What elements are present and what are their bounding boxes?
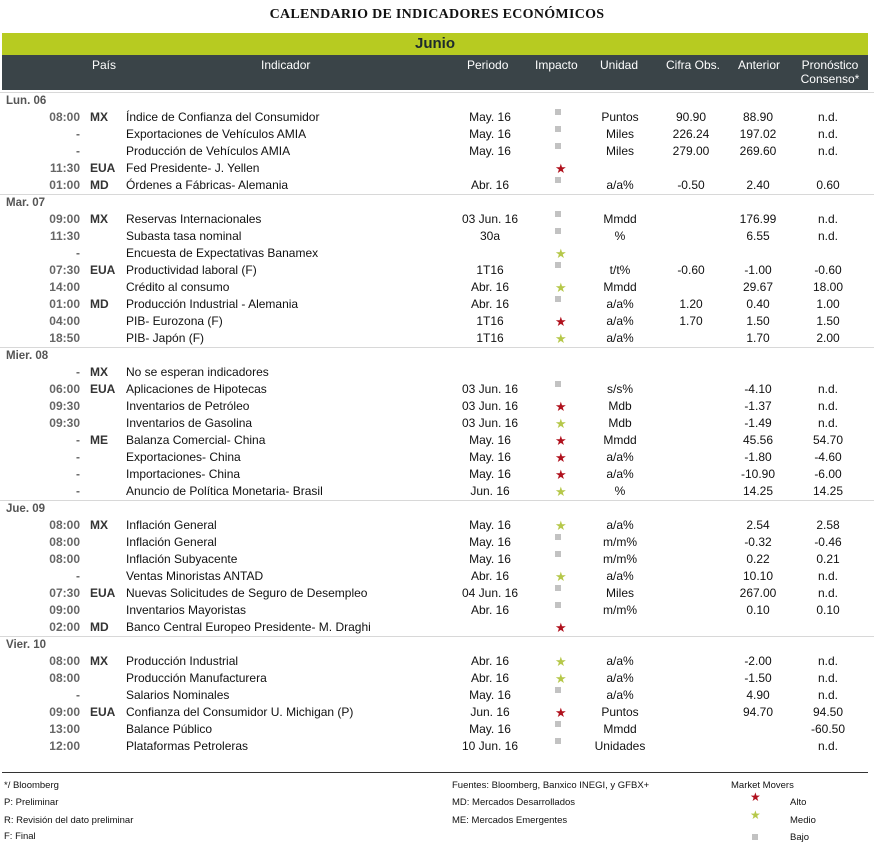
row-observed: 1.20 [679, 297, 703, 311]
row-period: 03 Jun. 16 [461, 212, 519, 226]
row-time: 08:00 [49, 518, 80, 532]
row-time: - [76, 450, 80, 464]
row-unit: a/a% [606, 297, 634, 311]
row-country: EUA [90, 161, 116, 175]
row-time: 09:30 [49, 416, 80, 430]
table-row [0, 109, 874, 126]
row-period: Abr. 16 [470, 671, 510, 685]
day-label: Mier. 08 [6, 350, 49, 362]
square-low-icon [752, 829, 758, 843]
row-observed: -0.50 [677, 178, 705, 192]
row-unit: Puntos [601, 705, 639, 719]
me-legend: ME: Mercados Emergentes [452, 815, 568, 826]
day-header-row [0, 636, 874, 654]
row-previous: 2.54 [746, 518, 770, 532]
day-label: Jue. 09 [6, 503, 45, 515]
star-high-icon: ★ [750, 790, 761, 804]
row-indicator: Producción Industrial - Alemania [126, 297, 299, 311]
table-row [0, 296, 874, 313]
row-time: 07:30 [49, 586, 80, 600]
row-previous: -1.00 [744, 263, 772, 277]
header-cifra: Cifra Obs. [666, 58, 721, 72]
row-forecast: 18.00 [812, 280, 844, 294]
row-indicator: Exportaciones- China [126, 450, 241, 464]
row-country: MX [90, 654, 108, 668]
row-time: 09:30 [49, 399, 80, 413]
row-country: EUA [90, 705, 116, 719]
row-previous: 4.90 [746, 688, 770, 702]
row-previous: -1.37 [744, 399, 772, 413]
row-indicator: Crédito al consumo [126, 280, 230, 294]
row-previous: 94.70 [742, 705, 774, 719]
row-time: - [76, 144, 80, 158]
month-banner: Junio [2, 33, 868, 55]
header-impacto: Impacto [535, 58, 578, 72]
row-forecast: -4.60 [814, 450, 842, 464]
row-forecast: n.d. [817, 416, 838, 430]
row-period: May. 16 [469, 144, 511, 158]
row-period: Abr. 16 [470, 569, 510, 583]
row-unit: Mdb [608, 416, 632, 430]
row-time: - [76, 688, 80, 702]
legend-medio: Medio [790, 815, 816, 826]
row-indicator: Banco Central Europeo Presidente- M. Draghi [126, 620, 371, 634]
day-header-row [0, 92, 874, 110]
row-period: 03 Jun. 16 [461, 382, 519, 396]
header-indicador: Indicador [261, 58, 311, 72]
table-row: 14:00 Crédito al consumo Abr. 16 Mmdd 29.67 18.00 ★ [0, 279, 874, 296]
row-indicator: Encuesta de Expectativas Banamex [126, 246, 319, 260]
table-row [0, 551, 874, 568]
row-period: 30a [479, 229, 501, 243]
row-country: ME [90, 433, 108, 447]
row-indicator: Exportaciones de Vehículos AMIA [126, 127, 307, 141]
sources-text: Fuentes: Bloomberg, Banxico INEGI, y GFBX+ [452, 780, 650, 791]
table-row [0, 602, 874, 619]
row-period: Jun. 16 [470, 705, 510, 719]
row-forecast: 94.50 [812, 705, 844, 719]
row-period: Abr. 16 [470, 280, 510, 294]
note-preliminar: P: Preliminar [4, 797, 59, 808]
row-forecast: 0.10 [816, 603, 840, 617]
row-country: MD [90, 297, 109, 311]
row-unit: Miles [605, 586, 634, 600]
row-previous: 1.70 [746, 331, 770, 345]
row-country: EUA [90, 586, 116, 600]
row-previous: 45.56 [742, 433, 774, 447]
row-time: 08:00 [49, 535, 80, 549]
row-country: EUA [90, 263, 116, 277]
row-forecast: n.d. [817, 569, 838, 583]
row-previous: 10.10 [742, 569, 774, 583]
star-medium-icon: ★ [750, 808, 761, 822]
row-indicator: Reservas Internacionales [126, 212, 262, 226]
table-row [0, 177, 874, 194]
row-period: 03 Jun. 16 [461, 399, 519, 413]
row-indicator: Ventas Minoristas ANTAD [126, 569, 264, 583]
row-indicator: Producción Industrial [126, 654, 239, 668]
table-row: 09:30 Inventarios de Gasolina 03 Jun. 16 Mdb -1.49 n.d. ★ [0, 415, 874, 432]
table-row: 08:00 Producción Manufacturera Abr. 16 a/a% -1.50 n.d. ★ [0, 670, 874, 687]
header-anterior: Anterior [738, 58, 781, 72]
row-previous: 2.40 [746, 178, 770, 192]
row-period: 04 Jun. 16 [461, 586, 519, 600]
row-time: 12:00 [49, 739, 80, 753]
row-forecast: n.d. [817, 739, 838, 753]
note-final: F: Final [4, 831, 36, 842]
row-previous: 0.40 [746, 297, 770, 311]
table-row [0, 228, 874, 245]
row-previous: 176.99 [739, 212, 777, 226]
row-time: 07:30 [49, 263, 80, 277]
day-header-row [0, 347, 874, 365]
row-previous: -1.50 [744, 671, 772, 685]
table-row: - Encuesta de Expectativas Banamex ★ [76, 246, 567, 261]
row-observed: -0.60 [677, 263, 705, 277]
row-period: Abr. 16 [470, 178, 510, 192]
row-country: MD [90, 178, 109, 192]
row-forecast: n.d. [817, 229, 838, 243]
row-previous: 6.55 [746, 229, 770, 243]
row-period: 1T16 [476, 331, 504, 345]
row-time: - [76, 569, 80, 583]
row-country: MX [90, 365, 108, 379]
row-forecast: n.d. [817, 144, 838, 158]
row-period: May. 16 [469, 110, 511, 124]
row-country: MD [90, 620, 109, 634]
row-indicator: Productividad laboral (F) [126, 263, 257, 277]
row-indicator: No se esperan indicadores [126, 365, 269, 379]
row-unit: Mmdd [603, 722, 637, 736]
row-time: 01:00 [49, 178, 80, 192]
row-previous: 267.00 [739, 586, 777, 600]
row-unit: % [614, 229, 626, 243]
row-period: May. 16 [469, 518, 511, 532]
row-previous: 0.10 [746, 603, 770, 617]
row-unit: Miles [605, 127, 634, 141]
header-pronostico-line2: Consenso* [800, 72, 860, 86]
row-period: Jun. 16 [470, 484, 510, 498]
row-unit: a/a% [606, 688, 634, 702]
row-indicator: Índice de Confianza del Consumidor [126, 110, 320, 124]
row-forecast: n.d. [817, 586, 838, 600]
row-time: - [76, 467, 80, 481]
row-previous: 197.02 [739, 127, 777, 141]
table-row: - ME Balanza Comercial- China May. 16 Mmdd 45.56 54.70 ★ [0, 432, 874, 449]
row-unit: Unidades [594, 739, 646, 753]
row-forecast: 14.25 [812, 484, 844, 498]
table-row: 11:30 EUA Fed Presidente- J. Yellen ★ [49, 161, 567, 176]
market-movers-title: Market Movers [731, 780, 794, 791]
row-forecast: 2.00 [816, 331, 840, 345]
table-row: - Exportaciones- China May. 16 a/a% -1.80 -4.60 ★ [0, 449, 874, 466]
row-observed: 279.00 [672, 144, 710, 158]
table-row [0, 126, 874, 143]
row-time: 08:00 [49, 552, 80, 566]
row-indicator: Inventarios Mayoristas [126, 603, 247, 617]
row-unit: a/a% [606, 467, 634, 481]
header-pronostico [797, 58, 863, 86]
row-observed: 90.90 [675, 110, 707, 124]
md-legend: MD: Mercados Desarrollados [452, 797, 576, 808]
table-row [0, 687, 874, 704]
row-previous: 29.67 [742, 280, 774, 294]
row-unit: Mmdd [603, 433, 637, 447]
row-indicator: Salarios Nominales [126, 688, 230, 702]
row-forecast: -0.60 [814, 263, 842, 277]
table-row [0, 381, 874, 398]
row-indicator: Anuncio de Política Monetaria- Brasil [126, 484, 323, 498]
row-period: May. 16 [469, 722, 511, 736]
row-period: 10 Jun. 16 [461, 739, 519, 753]
table-row: - Anuncio de Política Monetaria- Brasil Jun. 16 % 14.25 14.25 ★ [0, 483, 874, 500]
row-previous: 88.90 [742, 110, 774, 124]
header-pronostico-line1: Pronóstico [801, 58, 859, 72]
table-row: - Ventas Minoristas ANTAD Abr. 16 a/a% 10.10 n.d. ★ [0, 568, 874, 585]
row-indicator: Confianza del Consumidor U. Michigan (P) [126, 705, 354, 719]
row-indicator: Inventarios de Petróleo [126, 399, 250, 413]
header-unidad: Unidad [600, 58, 639, 72]
header-pais: País [92, 58, 117, 72]
row-forecast: n.d. [817, 688, 838, 702]
table-row [0, 262, 874, 279]
row-period: 1T16 [476, 263, 504, 277]
table-row: 04:00 PIB- Eurozona (F) 1T16 a/a% 1.70 1.50 1.50 ★ [0, 313, 874, 330]
day-label: Lun. 06 [6, 95, 47, 107]
row-indicator: Inflación Subyacente [126, 552, 238, 566]
row-period: May. 16 [469, 535, 511, 549]
row-unit: Mdb [608, 399, 632, 413]
day-header-row [0, 194, 874, 212]
row-unit: m/m% [603, 552, 637, 566]
row-forecast: n.d. [817, 110, 838, 124]
row-period: May. 16 [469, 688, 511, 702]
row-time: 01:00 [49, 297, 80, 311]
row-previous: -10.90 [740, 467, 776, 481]
day-label: Vier. 10 [6, 639, 47, 651]
row-previous: -1.80 [744, 450, 772, 464]
row-previous: -0.32 [744, 535, 772, 549]
row-time: - [76, 433, 80, 447]
row-indicator: PIB- Japón (F) [126, 331, 205, 345]
row-indicator: Aplicaciones de Hipotecas [126, 382, 267, 396]
row-unit: a/a% [606, 450, 634, 464]
row-indicator: Órdenes a Fábricas- Alemania [126, 178, 289, 192]
row-indicator: Nuevas Solicitudes de Seguro de Desempleo [126, 586, 368, 600]
table-row: 08:00 MX Inflación General May. 16 a/a% 2.54 2.58 ★ [0, 517, 874, 534]
row-time: 13:00 [49, 722, 80, 736]
row-unit: m/m% [603, 535, 637, 549]
table-row [0, 721, 874, 738]
row-period: May. 16 [469, 433, 511, 447]
row-time: - [76, 127, 80, 141]
row-forecast: n.d. [817, 671, 838, 685]
row-indicator: Inventarios de Gasolina [126, 416, 253, 430]
row-forecast: 2.58 [816, 518, 840, 532]
row-time: - [76, 484, 80, 498]
row-previous: 14.25 [742, 484, 774, 498]
row-unit: m/m% [603, 603, 637, 617]
table-row: - Importaciones- China May. 16 a/a% -10.90 -6.00 ★ [0, 466, 874, 483]
row-forecast: n.d. [817, 382, 838, 396]
table-row [0, 364, 874, 381]
legend-alto: Alto [790, 797, 807, 808]
row-unit: Puntos [601, 110, 639, 124]
row-unit: a/a% [606, 314, 634, 328]
row-indicator: Subasta tasa nominal [126, 229, 242, 243]
note-bloomberg: */ Bloomberg [4, 780, 59, 791]
table-row [0, 211, 874, 228]
row-unit: a/a% [606, 178, 634, 192]
row-country: MX [90, 110, 108, 124]
row-time: 02:00 [49, 620, 80, 634]
row-time: 08:00 [49, 110, 80, 124]
footer-divider [2, 772, 868, 773]
row-forecast: -60.50 [810, 722, 846, 736]
table-row: 09:30 Inventarios de Petróleo 03 Jun. 16 Mdb -1.37 n.d. ★ [0, 398, 874, 415]
row-unit: Miles [605, 144, 634, 158]
row-country: EUA [90, 382, 116, 396]
day-label: Mar. 07 [6, 197, 45, 209]
table-row: 18:50 PIB- Japón (F) 1T16 a/a% 1.70 2.00 ★ [0, 330, 874, 347]
row-period: May. 16 [469, 450, 511, 464]
table-row [0, 143, 874, 160]
row-time: 04:00 [49, 314, 80, 328]
row-indicator: PIB- Eurozona (F) [126, 314, 223, 328]
row-forecast: -6.00 [814, 467, 842, 481]
row-time: 06:00 [49, 382, 80, 396]
row-unit: a/a% [606, 654, 634, 668]
day-header-row [0, 500, 874, 518]
row-previous: 269.60 [739, 144, 777, 158]
row-forecast: 1.00 [816, 297, 840, 311]
row-unit: Mmdd [603, 212, 637, 226]
row-indicator: Producción de Vehículos AMIA [126, 144, 291, 158]
row-time: 11:30 [49, 229, 80, 243]
row-forecast: n.d. [817, 127, 838, 141]
table-row [0, 534, 874, 551]
row-period: 03 Jun. 16 [461, 416, 519, 430]
row-period: Abr. 16 [470, 603, 510, 617]
table-row: 08:00 MX Producción Industrial Abr. 16 a/a% -2.00 n.d. ★ [0, 653, 874, 670]
table-row: 09:00 EUA Confianza del Consumidor U. Michigan (P) Jun. 16 Puntos 94.70 94.50 ★ [0, 704, 874, 721]
row-previous: -1.49 [744, 416, 772, 430]
row-country: MX [90, 212, 108, 226]
row-time: 18:50 [49, 331, 80, 345]
row-unit: a/a% [606, 331, 634, 345]
row-indicator: Importaciones- China [126, 467, 241, 481]
row-indicator: Balance Público [126, 722, 213, 736]
row-time: 09:00 [49, 705, 80, 719]
row-unit: s/s% [606, 382, 633, 396]
row-unit: % [614, 484, 626, 498]
row-time: - [76, 246, 80, 260]
row-previous: 0.22 [746, 552, 770, 566]
row-indicator: Plataformas Petroleras [126, 739, 249, 753]
row-period: Abr. 16 [470, 297, 510, 311]
row-country: MX [90, 518, 108, 532]
row-unit: Mmdd [603, 280, 637, 294]
row-period: May. 16 [469, 552, 511, 566]
row-forecast: 1.50 [816, 314, 840, 328]
page-title: CALENDARIO DE INDICADORES ECONÓMICOS [269, 7, 605, 22]
row-forecast: 0.60 [816, 178, 840, 192]
row-observed: 226.24 [672, 127, 710, 141]
row-unit: t/t% [609, 263, 631, 277]
row-indicator: Producción Manufacturera [126, 671, 267, 685]
row-period: 1T16 [476, 314, 504, 328]
row-previous: -4.10 [744, 382, 772, 396]
row-indicator: Inflación General [126, 518, 217, 532]
row-forecast: 0.21 [816, 552, 840, 566]
legend-bajo: Bajo [790, 832, 810, 843]
row-indicator: Balanza Comercial- China [126, 433, 266, 447]
row-time: 09:00 [49, 603, 80, 617]
row-forecast: n.d. [817, 212, 838, 226]
row-forecast: n.d. [817, 399, 838, 413]
row-previous: 1.50 [746, 314, 770, 328]
row-observed: 1.70 [679, 314, 703, 328]
row-period: Abr. 16 [470, 654, 510, 668]
row-period: May. 16 [469, 467, 511, 481]
row-previous: -2.00 [744, 654, 772, 668]
row-period: May. 16 [469, 127, 511, 141]
row-unit: a/a% [606, 671, 634, 685]
row-time: 14:00 [49, 280, 80, 294]
row-time: 08:00 [49, 654, 80, 668]
row-indicator: Fed Presidente- J. Yellen [126, 161, 260, 175]
row-forecast: n.d. [817, 654, 838, 668]
row-indicator: Inflación General [126, 535, 217, 549]
table-row: 02:00 MD Banco Central Europeo Presidente- M. Draghi ★ [49, 620, 567, 635]
row-time: 08:00 [49, 671, 80, 685]
row-unit: a/a% [606, 569, 634, 583]
row-forecast: -0.46 [814, 535, 842, 549]
row-forecast: 54.70 [812, 433, 844, 447]
row-time: 09:00 [49, 212, 80, 226]
row-time: 11:30 [49, 161, 80, 175]
header-periodo: Periodo [467, 58, 509, 72]
table-header [2, 55, 868, 90]
note-revision: R: Revisión del dato preliminar [4, 815, 134, 826]
row-time: - [76, 365, 80, 379]
table-row [0, 738, 874, 755]
row-unit: a/a% [606, 518, 634, 532]
table-row [0, 585, 874, 602]
